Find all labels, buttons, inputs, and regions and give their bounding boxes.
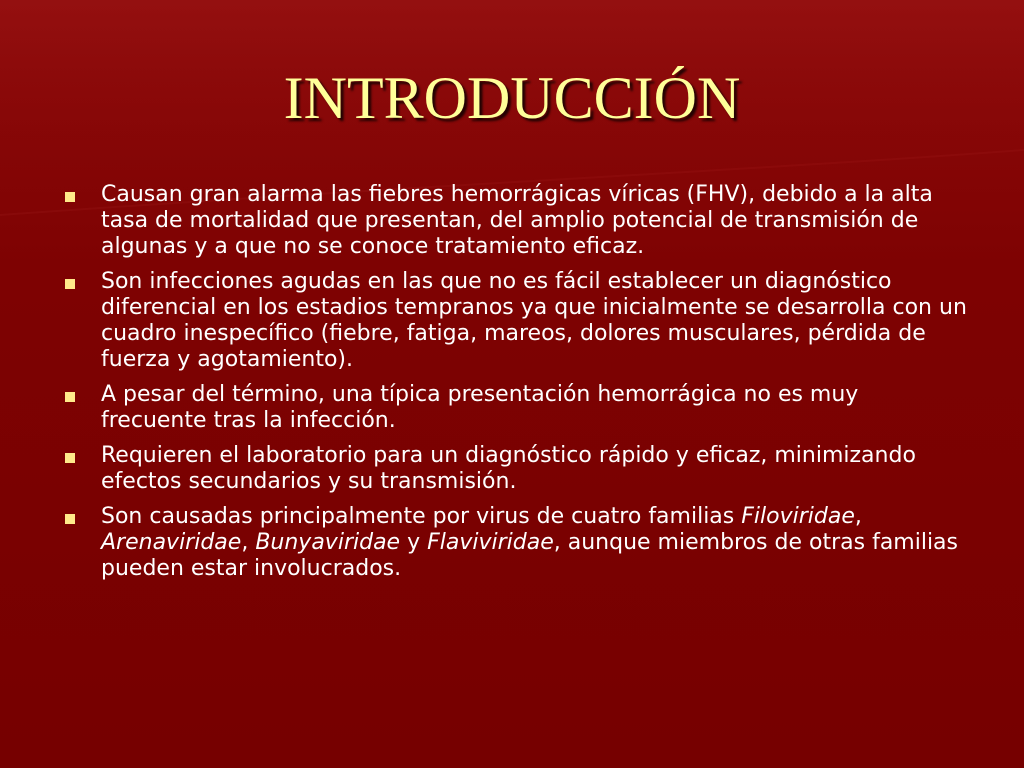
text-segment: y (400, 530, 428, 555)
list-item (60, 443, 970, 495)
square-bullet-icon (65, 392, 75, 402)
bullet-text: A pesar del término, una típica presentación hemorrágica no es muy frecuente tras la infección. (101, 382, 859, 433)
list-item (60, 382, 970, 434)
square-bullet-icon (65, 514, 75, 524)
slide-title: INTRODUCCIÓN (283, 65, 741, 131)
text-segment: Son causadas principalmente por virus de cuatro familias (101, 504, 742, 529)
text-segment: , (241, 530, 256, 555)
bullet-text (101, 504, 958, 581)
family-name: Bunyaviridae (255, 530, 401, 555)
list-item (60, 504, 970, 582)
family-name: Filoviridae (741, 504, 855, 529)
bullet-text: Requieren el laboratorio para un diagnóstico rápido y eficaz, minimizando efectos secundarios y su transmisión. (101, 443, 916, 494)
family-name: Arenaviridae (101, 530, 242, 555)
text-segment: , aunque miembros de otras familias pueden estar involucrados. (101, 530, 959, 581)
bullet-list (60, 182, 970, 591)
text-segment: , (854, 504, 862, 529)
list-item (60, 182, 970, 260)
family-name: Flaviviridae (427, 530, 554, 555)
bullet-text: Causan gran alarma las fiebres hemorrágicas víricas (FHV), debido a la alta tasa de mortalidad que presentan, del amplio potencial de transmisión de algunas y a que no se conoce tratamiento eficaz. (101, 182, 933, 259)
square-bullet-icon (65, 279, 75, 289)
square-bullet-icon (65, 192, 75, 202)
bullet-text: Son infecciones agudas en las que no es fácil establecer un diagnóstico diferencial en los estadios tempranos ya que inicialmente se desarrolla con un cuadro inespecífico (fiebre, fatiga, mareos, dolores musculares, pérdida de fuerza y agotamiento). (101, 269, 967, 372)
square-bullet-icon (65, 453, 75, 463)
list-item (60, 269, 970, 373)
